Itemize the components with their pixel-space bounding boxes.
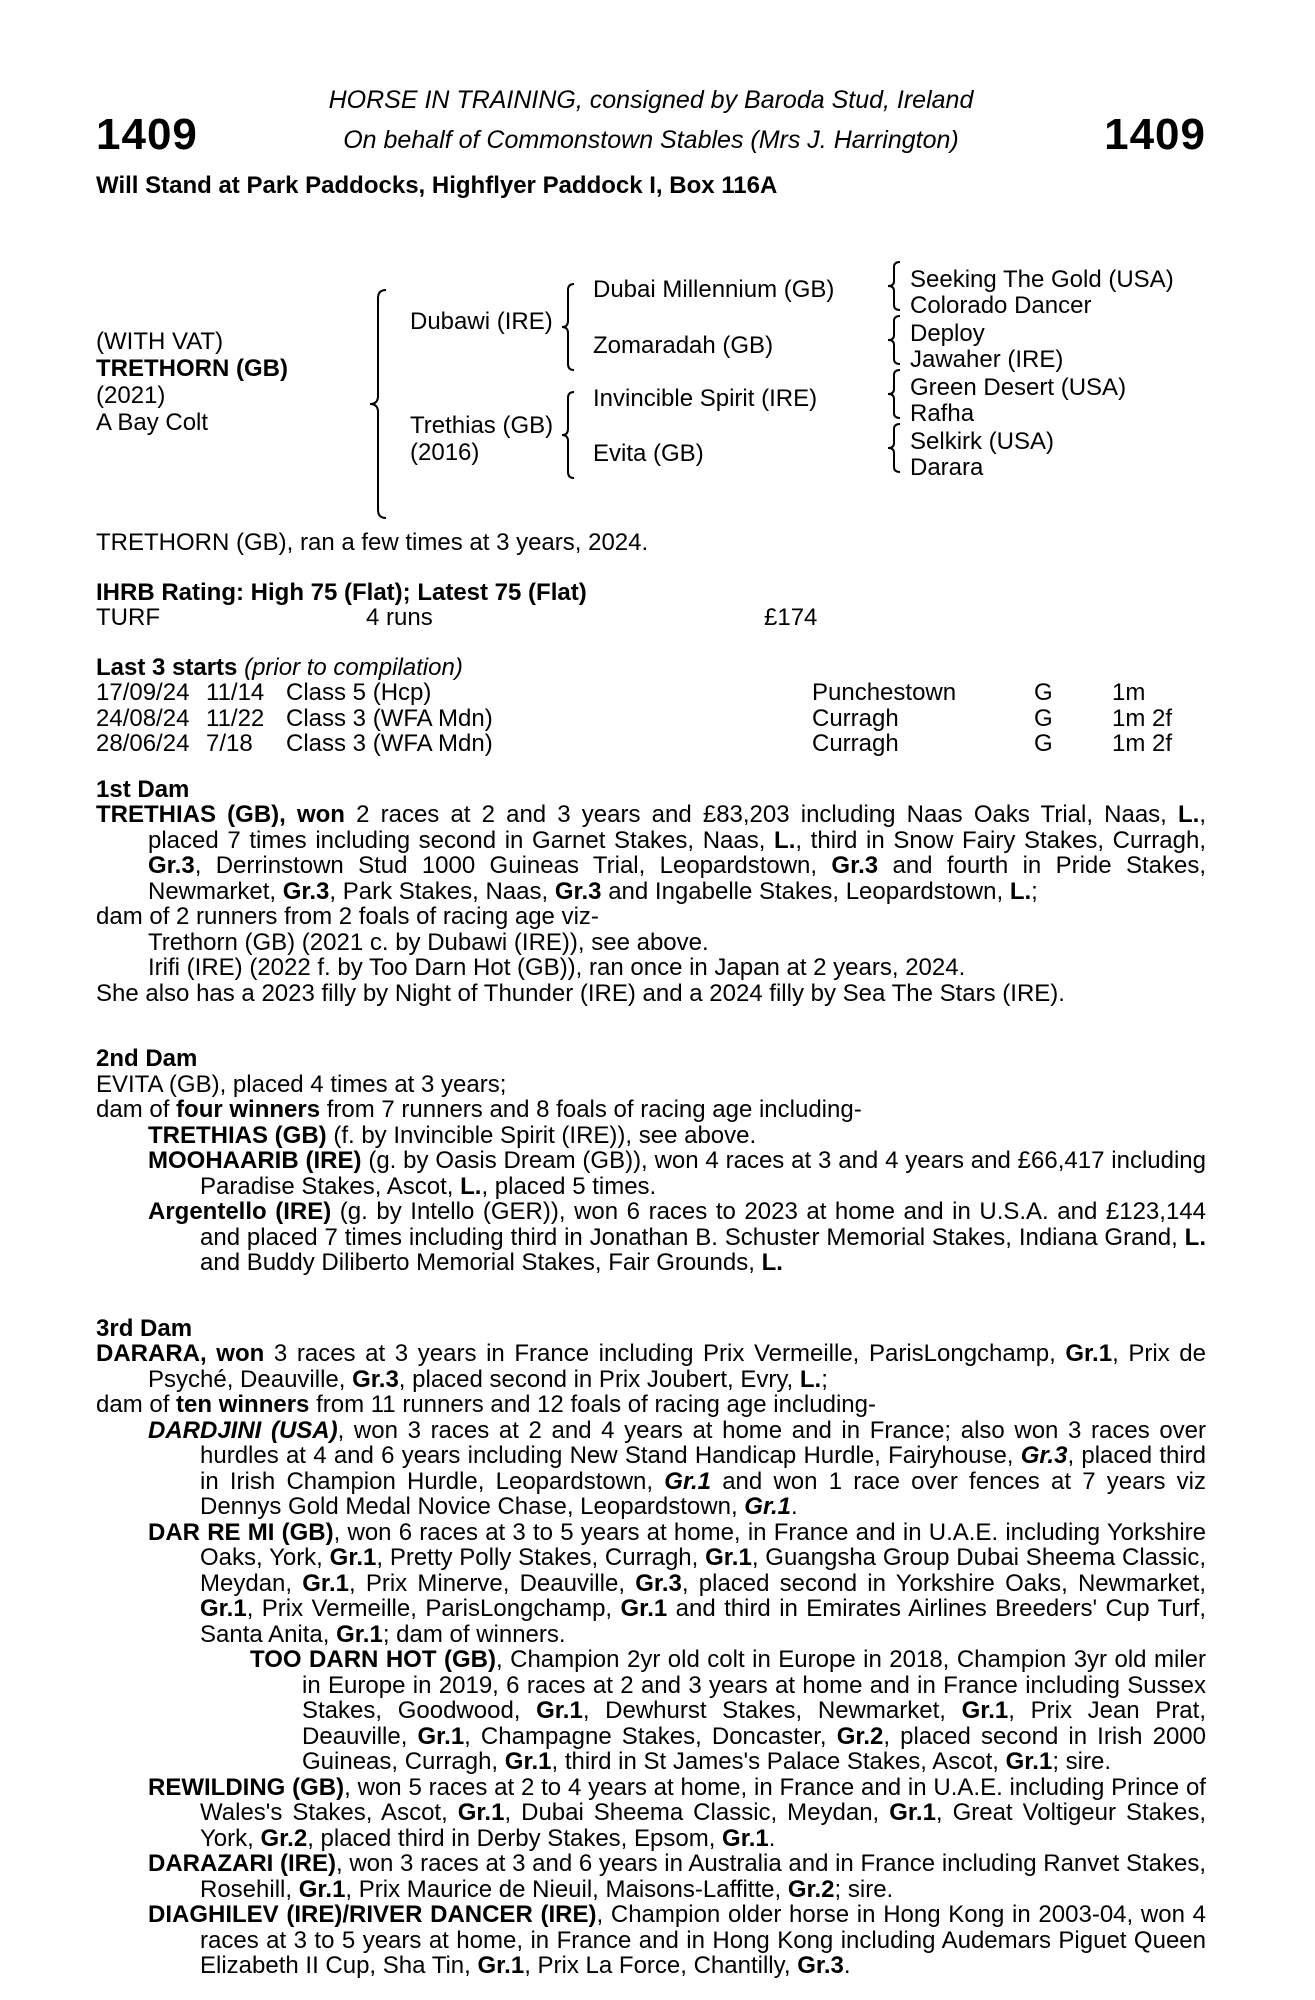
start-course: Curragh — [812, 730, 899, 757]
start-going: G — [1034, 730, 1053, 757]
dam2-record: EVITA (GB), placed 4 times at 3 years; — [96, 1070, 507, 1098]
dam: Trethias (GB) — [410, 412, 554, 439]
dam2-produce-2: MOOHAARIB (IRE) (g. by Oasis Dream (GB)), won 4 races at 3 and 4 years and £66,417 including Paradise Stakes, Ascot, L., placed 5 times. — [148, 1147, 1206, 1200]
dam1-also: She also has a 2023 filly by Night of Thunder (IRE) and a 2024 filly by Sea The Stars (IRE). — [96, 979, 1065, 1007]
start-race: Class 5 (Hcp) — [286, 679, 432, 706]
dam2-produce-3: Argentello (IRE) (g. by Intello (GER)), won 6 races to 2023 at home and in U.S.A. and £123,144 and placed 7 times including third in Jonathan B. Schuster Memorial Stakes, Indiana Grand, L. and Buddy Diliberto Memorial Stakes, Fair Grounds, L. — [148, 1198, 1206, 1276]
start-dist: 1m — [1112, 679, 1146, 706]
dam3-produce-1: DARDJINI (USA), won 3 races at 2 and 4 years at home and in France; also won 3 races over hurdles at 4 and 6 years including New Stand Handicap Hurdle, Fairyhouse, Gr.3, placed third in Irish Champion Hurdle, Leopardstown, Gr.1 and won 1 race over fences at 7 years viz Dennys Gold Medal Novice Chase, Leopardstown, Gr.1. — [148, 1416, 1207, 1520]
vendor-line: On behalf of Commonstown Stables (Mrs J. Harrington) — [343, 126, 959, 154]
dam3-record: DARARA, won 3 races at 3 years in France including Prix Vermeille, ParisLongchamp, Gr.1, Prix de Psyché, Deauville, Gr.3, placed second in Prix Joubert, Evry, L.; — [96, 1340, 1207, 1393]
dam3-produce-3: REWILDING (GB), won 5 races at 2 to 4 years at home, in France and in U.A.E. including Prince of Wales's Stakes, Ascot, Gr.1, Dubai Sheema Classic, Meydan, Gr.1, Great Voltigeur Stakes, York, Gr.2, placed third in Derby Stakes, Epsom, Gr.1. — [148, 1773, 1207, 1852]
starts-heading — [96, 655, 1206, 681]
dam-brace — [560, 390, 576, 480]
dam1-foal-1: Trethorn (GB) (2021 c. by Dubawi (IRE)), see above. — [148, 928, 709, 956]
starts-note: (prior to compilation) — [244, 653, 463, 681]
dam3-runners: dam of ten winners from 11 runners and 12 foals of racing age including- — [96, 1391, 876, 1418]
race-summary: TRETHORN (GB), ran a few times at 3 years, 2024. — [96, 529, 649, 556]
dam3-produce-2-foal: TOO DARN HOT (GB), Champion 2yr old colt in Europe in 2018, Champion 3yr old miler in Europe in 2019, 6 races at 2 and 3 years at home and in France including Sussex Stakes, Goodwood, Gr.1, Dewhurst Stakes, Newmarket, Gr.1, Prix Jean Prat, Deauville, Gr.1, Champagne Stakes, Doncaster, Gr.2, placed second in Irish 2000 Guineas, Curragh, Gr.1, third in St James's Palace Stakes, Ascot, Gr.1; sire. — [250, 1646, 1207, 1775]
rating-title: IHRB Rating: High 75 (Flat); Latest 75 (Flat) — [96, 578, 587, 606]
dam1-foal-2: Irifi (IRE) (2022 f. by Too Darn Hot (GB)), ran once in Japan at 2 years, 2024. — [148, 954, 966, 981]
ss-dam: Colorado Dancer — [910, 292, 1092, 319]
dam2-runners: dam of four winners from 7 runners and 8 foals of racing age including- — [96, 1096, 862, 1123]
ds-sire: Green Desert (USA) — [910, 374, 1127, 401]
horse-vat: (WITH VAT) — [96, 328, 224, 355]
stand-location: Will Stand at Park Paddocks, Highflyer Paddock I, Box 116A — [96, 172, 778, 199]
start-pos: 11/14 — [206, 679, 265, 706]
pedigree-brace — [366, 288, 390, 520]
start-pos: 7/18 — [206, 730, 253, 757]
dam3-produce-2: DAR RE MI (GB), won 6 races at 3 to 5 years at home, in France and in U.A.E. including Yorkshire Oaks, York, Gr.1, Pretty Polly Stakes, Curragh, Gr.1, Guangsha Group Dubai Sheema Classic, Meydan, Gr.1, Prix Minerve, Deauville, Gr.3, placed second in Yorkshire Oaks, Newmarket, Gr.1, Prix Vermeille, ParisLongchamp, Gr.1 and third in Emirates Airlines Breeders' Cup Turf, Santa Anita, Gr.1; dam of winners. — [148, 1518, 1207, 1648]
start-race: Class 3 (WFA Mdn) — [286, 704, 493, 732]
start-date: 28/06/24 — [96, 730, 190, 757]
start-pos: 11/22 — [206, 704, 265, 732]
ss-brace — [886, 260, 902, 312]
horse-year: (2021) — [96, 382, 166, 409]
start-dist: 1m 2f — [1112, 704, 1173, 732]
dam-sire: Invincible Spirit (IRE) — [593, 385, 818, 412]
dam1-record: TRETHIAS (GB), won 2 races at 2 and 3 years and £83,203 including Naas Oaks Trial, Naas, L., placed 7 times including second in Garnet Stakes, Naas, L., third in Snow Fairy Stakes, Curragh, Gr.3, Derrinstown Stud 1000 Guineas Trial, Leopardstown, Gr.3 and fourth in Pride Stakes, Newmarket, Gr.3, Park Stakes, Naas, Gr.3 and Ingabelle Stakes, Leopardstown, L.; — [96, 801, 1207, 905]
catalogue-body — [96, 530, 1206, 1979]
start-going: G — [1034, 679, 1053, 706]
horse-name: TRETHORN (GB) — [96, 355, 288, 382]
dam-dam: Evita (GB) — [593, 440, 704, 467]
rating-surface: TURF — [96, 604, 160, 631]
start-row — [96, 706, 1206, 732]
dam3-heading: 3rd Dam — [96, 1314, 193, 1342]
consignment-header — [96, 80, 1206, 160]
dam-year: (2016) — [410, 439, 480, 466]
starts-title: Last 3 starts — [96, 653, 238, 681]
start-dist: 1m 2f — [1112, 730, 1173, 757]
ds-brace — [886, 368, 902, 420]
dd-sire: Selkirk (USA) — [910, 428, 1055, 455]
start-date: 24/08/24 — [96, 704, 190, 732]
rating-earnings: £174 — [764, 604, 818, 631]
lot-number-left: 1409 — [96, 110, 198, 159]
lot-number-right: 1409 — [1104, 110, 1206, 159]
sire-sire: Dubai Millennium (GB) — [593, 276, 835, 303]
dd-dam: Darara — [910, 454, 984, 481]
dam2-heading: 2nd Dam — [96, 1045, 198, 1072]
sd-brace — [886, 314, 902, 366]
dd-brace — [886, 422, 902, 474]
pedigree-table — [96, 210, 1206, 520]
consignor-line: HORSE IN TRAINING, consigned by Baroda Stud, Ireland — [328, 86, 974, 114]
start-race: Class 3 (WFA Mdn) — [286, 730, 493, 757]
dam3-produce-4: DARAZARI (IRE), won 3 races at 3 and 6 years in Australia and in France including Ranvet Stakes, Rosehill, Gr.1, Prix Maurice de Nieuil, Maisons-Laffitte, Gr.2; sire. — [148, 1850, 1207, 1903]
sire-brace — [560, 282, 576, 372]
dam1-heading: 1st Dam — [96, 775, 190, 803]
ss-sire: Seeking The Gold (USA) — [910, 266, 1174, 293]
sire-dam: Zomaradah (GB) — [593, 332, 774, 359]
start-row — [96, 680, 1206, 706]
sire: Dubawi (IRE) — [410, 308, 553, 335]
dam3-produce-5: DIAGHILEV (IRE)/RIVER DANCER (IRE), Champion older horse in Hong Kong in 2003-04, won 4 races at 3 to 5 years at home, in France and in Hong Kong including Audemars Piguet Queen Elizabeth II Cup, Sha Tin, Gr.1, Prix La Force, Chantilly, Gr.3. — [148, 1901, 1206, 1979]
start-course: Punchestown — [812, 679, 957, 706]
rating-runs: 4 runs — [366, 604, 433, 631]
start-row — [96, 731, 1206, 757]
start-date: 17/09/24 — [96, 679, 190, 706]
dam2-produce-1: TRETHIAS (GB) (f. by Invincible Spirit (IRE)), see above. — [148, 1121, 757, 1149]
sd-dam: Jawaher (IRE) — [910, 346, 1064, 373]
horse-description: A Bay Colt — [96, 409, 209, 436]
ds-dam: Rafha — [910, 400, 975, 427]
sd-sire: Deploy — [910, 320, 985, 347]
start-going: G — [1034, 704, 1053, 732]
dam1-runners: dam of 2 runners from 2 foals of racing age viz- — [96, 903, 599, 930]
start-course: Curragh — [812, 704, 899, 732]
rating-row — [96, 605, 1206, 631]
starts-table — [96, 680, 1206, 757]
